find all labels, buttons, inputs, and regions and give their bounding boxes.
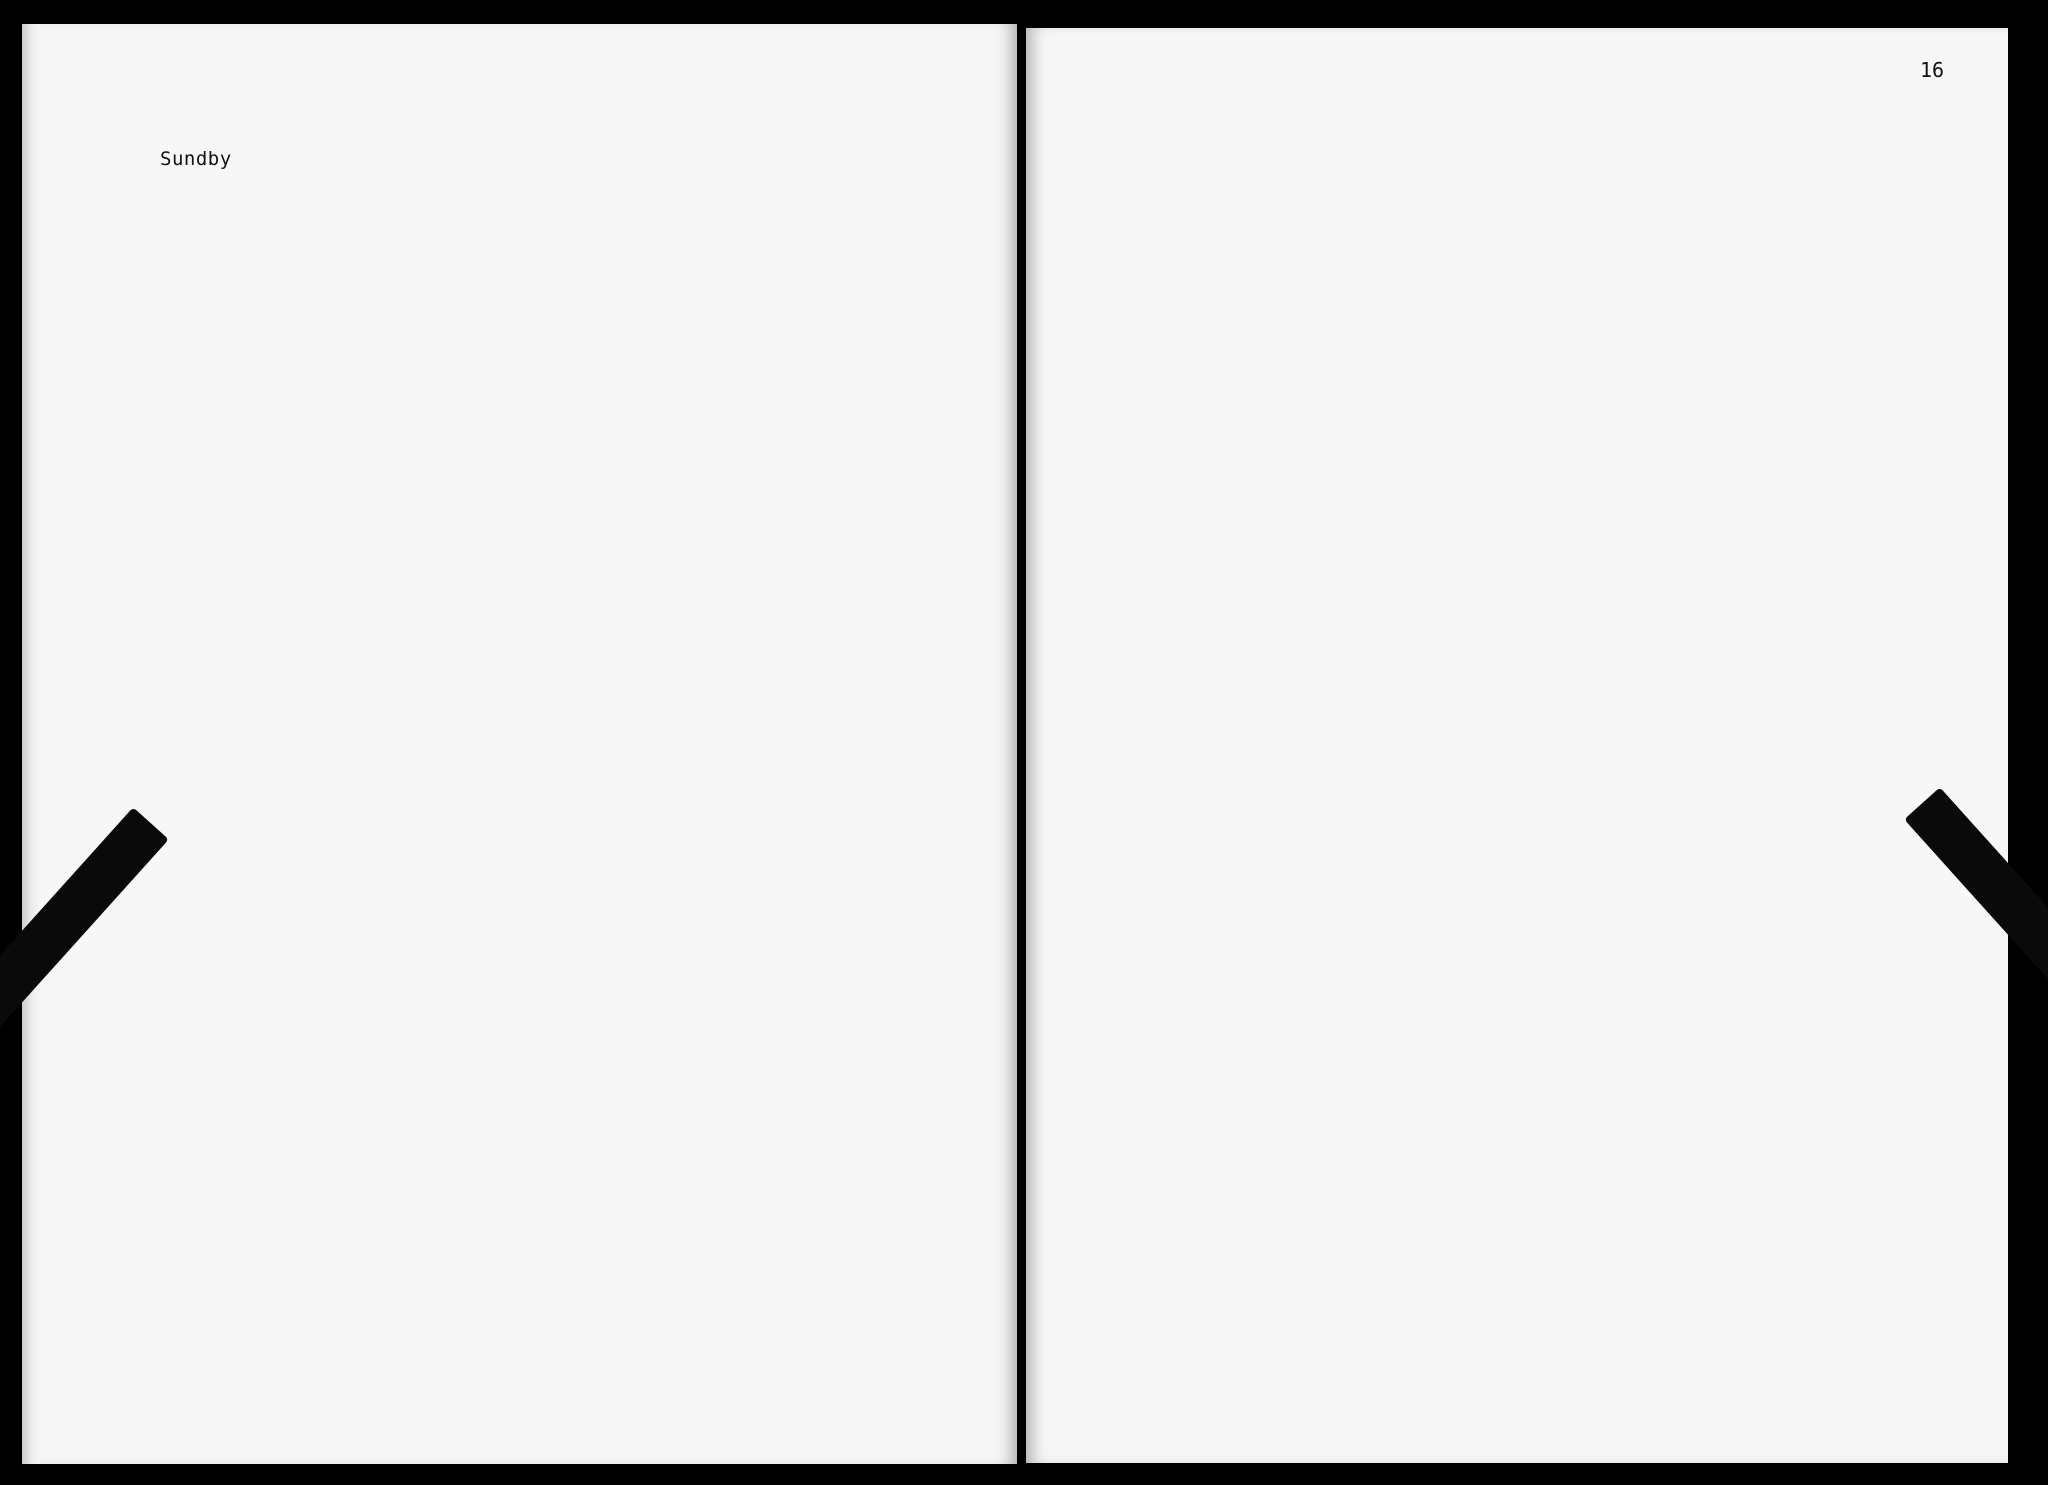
right-page: [1026, 28, 2008, 1463]
page-number: 16: [1920, 58, 1945, 82]
page-edge: [22, 24, 40, 1464]
place-name: Sundby: [160, 148, 232, 170]
left-page: [22, 24, 1017, 1464]
